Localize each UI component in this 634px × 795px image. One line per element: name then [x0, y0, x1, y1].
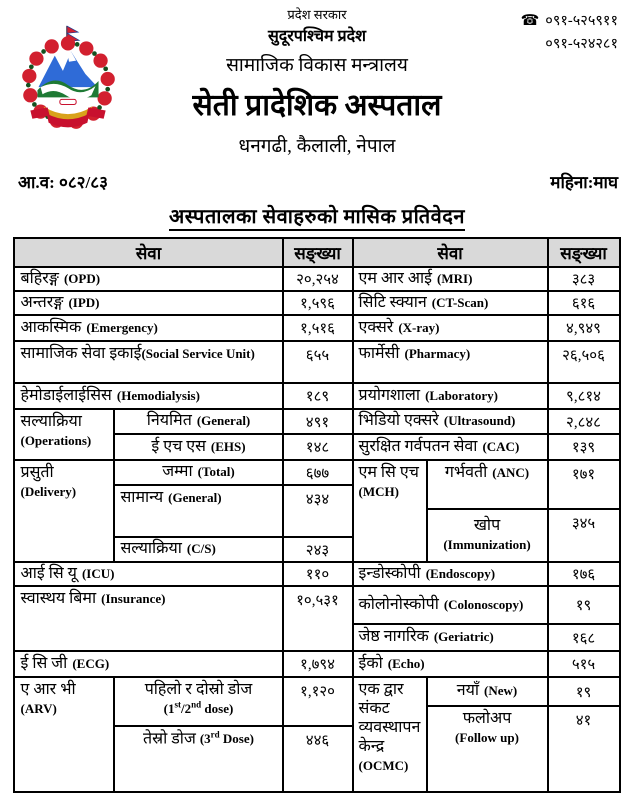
cell-ocmc-followup-count: ४१: [548, 706, 620, 792]
table-row: [14, 651, 619, 677]
cell-laboratory-count: ९,८१४: [548, 383, 620, 409]
letterhead: [0, 0, 634, 158]
contact-phones: [521, 10, 618, 56]
header-count-left: सङ्ख्या: [283, 238, 353, 267]
table-row: [14, 383, 619, 409]
table-row: [14, 267, 619, 291]
table-row: [14, 291, 619, 315]
cell-endoscopy-count: १७६: [548, 562, 620, 586]
government-line: प्रदेश सरकार: [287, 7, 347, 22]
cell-ipd-count: १,५९६: [283, 291, 353, 315]
report-month: महिना:माघ: [550, 173, 618, 192]
cell-mri: एम आर आई (MRI): [353, 267, 548, 291]
cell-colonoscopy-count: १९: [548, 586, 620, 624]
cell-delivery-general: सामान्य (General): [114, 485, 282, 537]
cell-operations-ehs-count: १४८: [283, 434, 353, 460]
table-row: [14, 586, 619, 624]
cell-operations-ehs: ई एच एस (EHS): [114, 434, 282, 460]
cell-ocmc-new: नयाँ (New): [427, 677, 548, 706]
table-row: [14, 562, 619, 586]
cell-arv-group: ए आर भी (ARV): [14, 677, 114, 792]
cell-delivery-cs-count: २४३: [283, 537, 353, 562]
cell-social-service-unit: सामाजिक सेवा इकाई(Social Service Unit): [14, 341, 282, 383]
meta-row: [0, 170, 634, 193]
cell-insurance: स्वास्थय बिमा (Insurance): [14, 586, 282, 651]
cell-pharmacy-count: २६,५०६: [548, 341, 620, 383]
cell-mch-anc-count: १७१: [548, 460, 620, 509]
cell-ocmc-group: एक द्वार संकट व्यवस्थापन केन्द्र (OCMC): [353, 677, 427, 792]
cell-ocmc-followup: फलोअप (Follow up): [427, 706, 548, 792]
header-service-left: सेवा: [14, 238, 282, 267]
cell-opd-count: २०,२५४: [283, 267, 353, 291]
cell-colonoscopy: कोलोनोस्कोपी (Colonoscopy): [353, 586, 548, 624]
cell-geriatric-count: १६८: [548, 624, 620, 651]
cell-arv-dose3: तेस्रो डोज (3rd Dose): [114, 726, 282, 792]
cell-operations-group: सल्याक्रिया (Operations): [14, 409, 114, 460]
cell-ultrasound-count: २,८४८: [548, 409, 620, 434]
cell-ecg-count: १,७९४: [283, 651, 353, 677]
cell-arv-dose12-count: १,१२०: [283, 677, 353, 726]
cell-mch-immunization-count: ३४५: [548, 509, 620, 562]
cell-hemodialysis-count: १८९: [283, 383, 353, 409]
fiscal-year: आ.व: ०८२/८३: [18, 173, 108, 192]
header-service-right: सेवा: [353, 238, 548, 267]
phone-line-1: [521, 10, 618, 33]
cell-emergency-count: १,५१६: [283, 315, 353, 341]
cell-operations-general-count: ४९१: [283, 409, 353, 434]
services-table: [13, 237, 620, 793]
province-line: सुदूरपश्चिम प्रदेश: [267, 28, 367, 45]
cell-mch-immunization: खोप (Immunization): [427, 509, 548, 562]
hospital-address: धनगढी, कैलाली, नेपाल: [238, 136, 396, 157]
table-row: [14, 677, 619, 706]
cell-ctscan-count: ६१६: [548, 291, 620, 315]
cell-delivery-total-count: ६७७: [283, 460, 353, 485]
table-row: [14, 409, 619, 434]
cell-opd: बहिरङ्ग (OPD): [14, 267, 282, 291]
table-row: [14, 341, 619, 383]
cell-delivery-group: प्रसुती (Delivery): [14, 460, 114, 562]
ministry-line: सामाजिक विकास मन्त्रालय: [226, 55, 408, 76]
phone-line-2: [521, 33, 618, 55]
phone-number-1: ०९१-५२५९११: [545, 13, 618, 29]
table-row: [14, 460, 619, 485]
cell-mch-group: एम सि एच (MCH): [353, 460, 427, 562]
cell-ultrasound: भिडियो एक्सरे (Ultrasound): [353, 409, 548, 434]
cell-hemodialysis: हेमोडाईलाईसिस (Hemodialysis): [14, 383, 282, 409]
phone-number-2: ०९१-५२४२८१: [545, 36, 618, 53]
cell-geriatric: जेष्ठ नागरिक (Geriatric): [353, 624, 548, 651]
cell-ctscan: सिटि स्क्यान (CT-Scan): [353, 291, 548, 315]
table-header-row: [14, 238, 619, 267]
cell-xray: एक्सरे (X-ray): [353, 315, 548, 341]
header-count-right: सङ्ख्या: [548, 238, 620, 267]
cell-endoscopy: इन्डोस्कोपी (Endoscopy): [353, 562, 548, 586]
report-title: अस्पतालका सेवाहरुको मासिक प्रतिवेदन: [0, 202, 634, 229]
cell-pharmacy: फार्मेसी (Pharmacy): [353, 341, 548, 383]
cell-mch-anc: गर्भवती (ANC): [427, 460, 548, 509]
cell-delivery-general-count: ४३४: [283, 485, 353, 537]
cell-delivery-cs: सल्याक्रिया (C/S): [114, 537, 282, 562]
cell-arv-dose3-count: ४४६: [283, 726, 353, 792]
cell-delivery-total: जम्मा (Total): [114, 460, 282, 485]
cell-cac: सुरक्षित गर्वपतन सेवा (CAC): [353, 434, 548, 460]
cell-ipd: अन्तरङ्ग (IPD): [14, 291, 282, 315]
cell-ocmc-new-count: १९: [548, 677, 620, 706]
cell-social-service-unit-count: ६५५: [283, 341, 353, 383]
cell-xray-count: ४,९४९: [548, 315, 620, 341]
cell-icu-count: ११०: [283, 562, 353, 586]
cell-cac-count: १३९: [548, 434, 620, 460]
cell-echo-count: ५१५: [548, 651, 620, 677]
cell-insurance-count: १०,५३१: [283, 586, 353, 651]
table-row: [14, 315, 619, 341]
cell-operations-general: नियमित (General): [114, 409, 282, 434]
cell-arv-dose12: पहिलो र दोस्रो डोज (1st/2nd dose): [114, 677, 282, 726]
nepal-government-emblem-logo: [16, 22, 120, 136]
cell-emergency: आकस्मिक (Emergency): [14, 315, 282, 341]
cell-echo: ईको (Echo): [353, 651, 548, 677]
cell-ecg: ई सि जी (ECG): [14, 651, 282, 677]
cell-mri-count: ३८३: [548, 267, 620, 291]
telephone-icon: ☎: [520, 13, 540, 29]
hospital-name: सेती प्रादेशिक अस्पताल: [192, 89, 442, 122]
cell-icu: आई सि यू (ICU): [14, 562, 282, 586]
cell-laboratory: प्रयोगशाला (Laboratory): [353, 383, 548, 409]
